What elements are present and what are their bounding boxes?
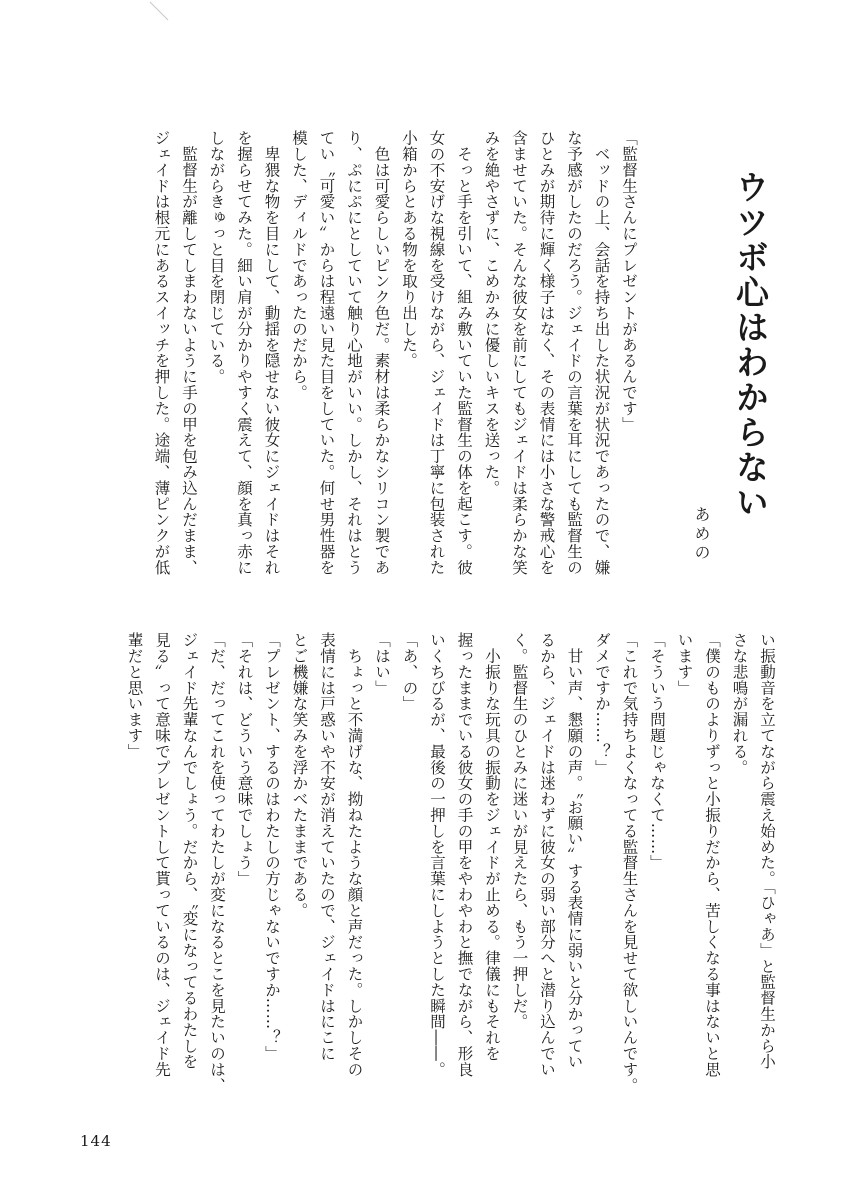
text-line: ジェイド先輩なんでしょう。だから、〝変になってるわたしを bbox=[180, 632, 199, 1070]
text-line: てい〝可愛い〟からは程遠い見た目をしていた。何せ男性器を bbox=[317, 130, 336, 576]
lower-text-block bbox=[125, 632, 780, 1122]
text-line: を握らせてみた。細い肩が分かりやすく震えて、顔を真っ赤に bbox=[235, 130, 253, 576]
text-line: いくちびるが、最後の一押しを言葉にしようとした瞬間――。 bbox=[428, 632, 446, 1078]
text-line: り、ぷにぷにとしていて触り心地がいい。しかし、それはとう bbox=[345, 130, 363, 576]
text-line: 見る〟って意味でプレゼントして貰っているのは、ジェイド先 bbox=[153, 632, 171, 1078]
text-line: ジェイドは根元にあるスイッチを押した。途端、薄ピンクが低 bbox=[152, 130, 171, 576]
text-line: く。監督生のひとみに迷いが見えたら、もう一押しだ。 bbox=[510, 632, 529, 1030]
text-line: ちょっと不満げな、拗ねたような顔と声だった。しかしその bbox=[345, 632, 364, 1078]
text-line: 監督生が離してしまわないように手の甲を包み込んだまま、 bbox=[180, 130, 198, 576]
text-line: 表情には戸惑いや不安が消えていたので、ジェイドはにこに bbox=[318, 632, 336, 1062]
text-line: るから、ジェイドは迷わずに彼女の弱い部分へと潜り込んでい bbox=[538, 632, 556, 1078]
text-line: 握ったままでいる彼女の手の甲をやわやわと撫でながら、形良 bbox=[455, 632, 474, 1078]
text-line: 色は可愛らしいピンク色だ。素材は柔らかなシリコン製であ bbox=[372, 130, 391, 576]
text-line: な予感がしたのだろう。ジェイドの言葉を耳にしても監督生の bbox=[565, 130, 583, 576]
text-line: 輩だと思います」 bbox=[125, 632, 144, 760]
text-line: とご機嫌な笑みを浮かべたままである。 bbox=[290, 632, 309, 919]
text-line: さな悲鳴が漏れる。 bbox=[730, 632, 749, 776]
story-title: ウツボ心はわからない bbox=[731, 170, 770, 520]
text-line: 「だ、だってこれを使ってわたしが変になるとこを見たいのは、 bbox=[208, 632, 226, 1094]
text-line: 「これで気持ちよくなってる監督生さんを見せて欲しいんです。 bbox=[620, 632, 639, 1094]
text-line: 女の不安げな視線を受けながら、ジェイドは丁寧に包装された bbox=[427, 130, 446, 576]
text-line: 模した、ディルドであったのだから。 bbox=[290, 130, 308, 401]
text-line: 「僕のものよりずっと小振りだから、苦しくなる事はないと思 bbox=[703, 632, 721, 1078]
text-line: 小振りな玩具の振動をジェイドが止める。律儀にもそれを bbox=[483, 632, 501, 1062]
text-line: そっと手を引いて、組み敷いていた監督生の体を起こす。彼 bbox=[455, 130, 473, 576]
text-line: 「監督生さんにプレゼントがあるんです」 bbox=[620, 130, 638, 433]
text-line: 小箱からとある物を取り出した。 bbox=[400, 130, 418, 369]
text-line: ベッドの上、会話を持ち出した状況が状況であったので、嫌 bbox=[592, 130, 611, 576]
upper-text-block bbox=[150, 130, 642, 610]
text-line: ひとみが期待に輝く様子はなく、その表情には小さな警戒心を bbox=[537, 130, 556, 576]
text-line: 卑猥な物を目にして、動揺を隠せない彼女にジェイドはそれ bbox=[262, 130, 281, 576]
author-name: あめの bbox=[692, 506, 711, 563]
corner-crop-mark bbox=[148, 0, 170, 22]
text-line: 「そういう問題じゃなくて……」 bbox=[648, 632, 666, 871]
text-line: 「はい」 bbox=[373, 632, 391, 696]
text-line: ダメですか……？」 bbox=[593, 632, 611, 776]
page-number: 144 bbox=[80, 1132, 112, 1150]
text-line: 「それは、どういう意味でしょう」 bbox=[235, 632, 254, 887]
text-line: 「あ、の」 bbox=[400, 632, 419, 712]
text-line: みを絶やさずに、こめかみに優しいキスを送った。 bbox=[482, 130, 501, 496]
text-line: 含ませていた。そんな彼女を前にしてもジェイドは柔らかな笑 bbox=[510, 130, 528, 576]
text-line: 「プレゼント、するのはわたしの方じゃないですか……？」 bbox=[263, 632, 281, 1062]
text-line: い振動音を立てながら震え始めた。「ひゃあ」と監督生から小 bbox=[758, 632, 776, 1070]
text-line: 甘い声、懇願の声。〝お願い〟する表情に弱いと分かってい bbox=[565, 632, 584, 1070]
text-line: います」 bbox=[675, 632, 694, 696]
text-line: しながらきゅっと目を閉じている。 bbox=[207, 130, 226, 385]
